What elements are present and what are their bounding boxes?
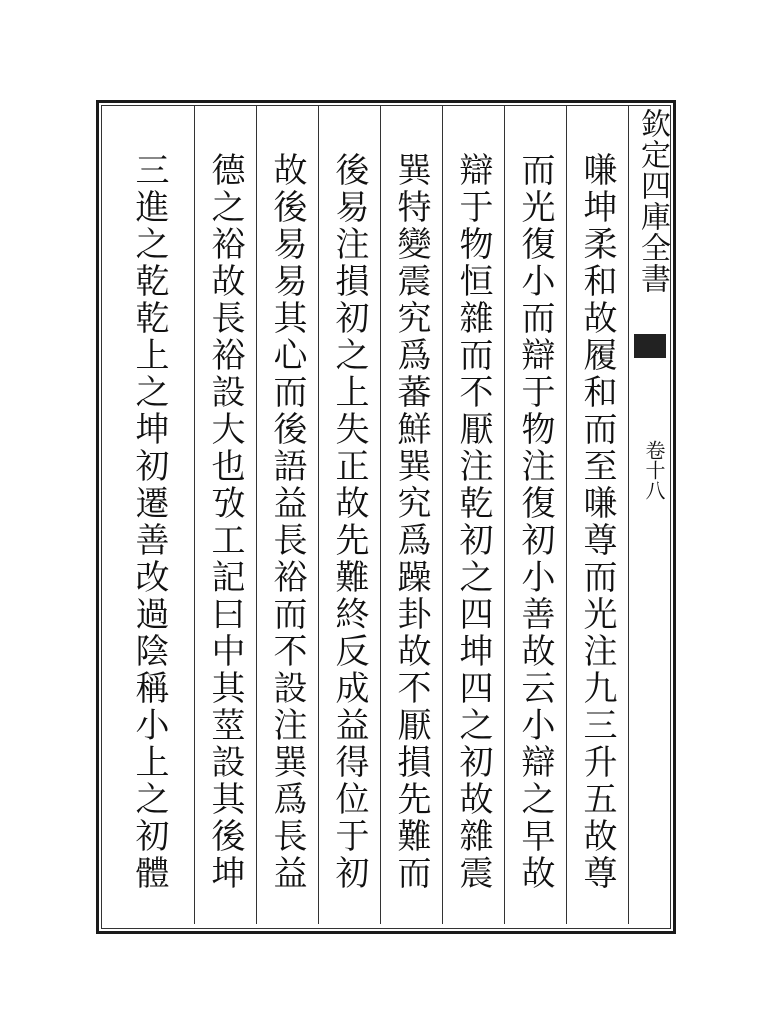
volume-label: 卷十八 [642, 440, 666, 500]
column-text: 三進之乾乾上之坤初遷善改過陰稱小上之初體 [129, 152, 169, 892]
text-column-7 [194, 112, 256, 922]
column-text: 而光復小而辯于物注復初小善故云小辯之早故 [515, 152, 555, 892]
column-rule [628, 106, 629, 924]
column-text: 後易注損初之上失正故先難終反成益得位于初 [329, 152, 369, 892]
column-text: 德之裕故長裕設大也攷工記曰中其莖設其後坤 [205, 152, 245, 892]
fish-tail-mark [634, 334, 666, 358]
text-column-4 [380, 112, 442, 922]
book-title: 欽定四庫全書 [635, 108, 670, 294]
column-text: 嗛坤柔和故履和而至嗛尊而光注九三升五故尊 [577, 152, 617, 892]
column-text: 故後易易其心而後語益長裕而不設注巽爲長益 [267, 152, 307, 892]
text-column-8 [118, 112, 180, 922]
text-column-3 [442, 112, 504, 922]
text-column-5 [318, 112, 380, 922]
column-text: 辯于物恒雜而不厭注乾初之四坤四之初故雜震 [453, 152, 493, 892]
text-column-6 [256, 112, 318, 922]
text-column-1 [566, 112, 628, 922]
column-text: 巽特變震究爲蕃鮮巽究爲躁卦故不厭損先難而 [391, 152, 431, 892]
text-column-2 [504, 112, 566, 922]
